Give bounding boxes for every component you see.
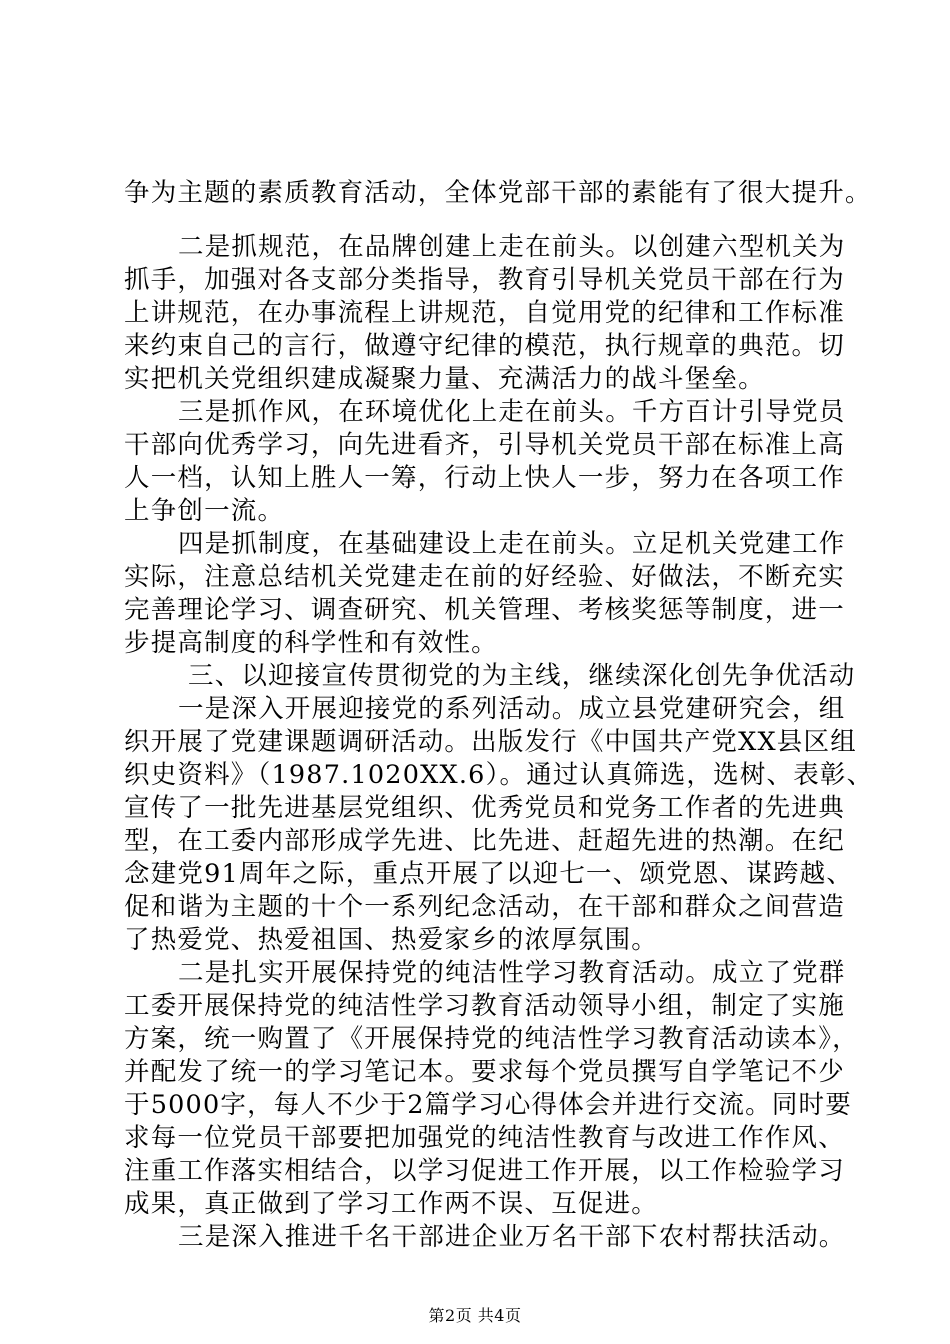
text-line: 成果，真正做到了学习工作两不误、互促进。 — [124, 1189, 659, 1219]
text-line: 争为主题的素质教育活动，全体党部干部的素能有了很大提升。 — [124, 178, 872, 208]
text-line: 织开展了党建课题调研活动。出版发行《中国共产党XX县区组 — [124, 727, 857, 757]
text-line: 并配发了统一的学习笔记本。要求每个党员撰写自学笔记不少 — [124, 1057, 845, 1087]
text-line: 上讲规范，在办事流程上讲规范，自觉用党的纪律和工作标准 — [124, 298, 845, 328]
text-line: 二是抓规范，在品牌创建上走在前头。以创建六型机关为 — [178, 232, 846, 262]
text-line: 方案，统一购置了《开展保持党的纯洁性学习教育活动读本》， — [124, 1024, 859, 1054]
text-line: 二是扎实开展保持党的纯洁性学习教育活动。成立了党群 — [178, 958, 846, 988]
text-line: 来约束自己的言行，做遵守纪律的模范，执行规章的典范。切 — [124, 331, 845, 361]
text-line: 上争创一流。 — [124, 496, 285, 526]
text-line: 抓手，加强对各支部分类指导，教育引导机关党员干部在行为 — [124, 265, 845, 295]
text-line: 完善理论学习、调查研究、机关管理、考核奖惩等制度，进一 — [124, 595, 845, 625]
text-line: 求每一位党员干部要把加强党的纯洁性教育与改进工作作风、 — [124, 1123, 845, 1153]
text-line: 型，在工委内部形成学先进、比先进、赶超先进的热潮。在纪 — [124, 826, 845, 856]
text-line: 织史资料》（1987.1020XX.6）。通过认真筛选，选树、表彰、 — [124, 760, 874, 790]
text-line: 四是抓制度，在基础建设上走在前头。立足机关党建工作 — [178, 529, 846, 559]
text-line: 一是深入开展迎接党的系列活动。成立县党建研究会，组 — [178, 694, 846, 724]
text-line: 步提高制度的科学性和有效性。 — [124, 628, 498, 658]
page-footer: 第2页 共4页 — [428, 1306, 522, 1325]
text-line: 三是深入推进千名干部进企业万名干部下农村帮扶活动。 — [178, 1222, 846, 1252]
text-line: 于5000字，每人不少于2篇学习心得体会并进行交流。同时要 — [124, 1090, 852, 1120]
text-line: 工委开展保持党的纯洁性学习教育活动领导小组，制定了实施 — [124, 991, 845, 1021]
section-heading: 三、以迎接宣传贯彻党的为主线，继续深化创先争优活动 — [188, 661, 856, 691]
text-line: 干部向优秀学习，向先进看齐，引导机关党员干部在标准上高 — [124, 430, 845, 460]
text-line: 注重工作落实相结合，以学习促进工作开展，以工作检验学习 — [124, 1156, 845, 1186]
text-line: 三是抓作风，在环境优化上走在前头。千方百计引导党员 — [178, 397, 846, 427]
text-line: 实把机关党组织建成凝聚力量、充满活力的战斗堡垒。 — [124, 364, 765, 394]
text-line: 人一档，认知上胜人一筹，行动上快人一步，努力在各项工作 — [124, 463, 845, 493]
text-line: 念建党91周年之际，重点开展了以迎七一、颂党恩、谋跨越、 — [124, 859, 854, 889]
text-line: 了热爱党、热爱祖国、热爱家乡的浓厚氛围。 — [124, 925, 659, 955]
text-line: 实际，注意总结机关党建走在前的好经验、好做法，不断充实 — [124, 562, 845, 592]
text-line: 宣传了一批先进基层党组织、优秀党员和党务工作者的先进典 — [124, 793, 845, 823]
text-line: 促和谐为主题的十个一系列纪念活动，在干部和群众之间营造 — [124, 892, 845, 922]
